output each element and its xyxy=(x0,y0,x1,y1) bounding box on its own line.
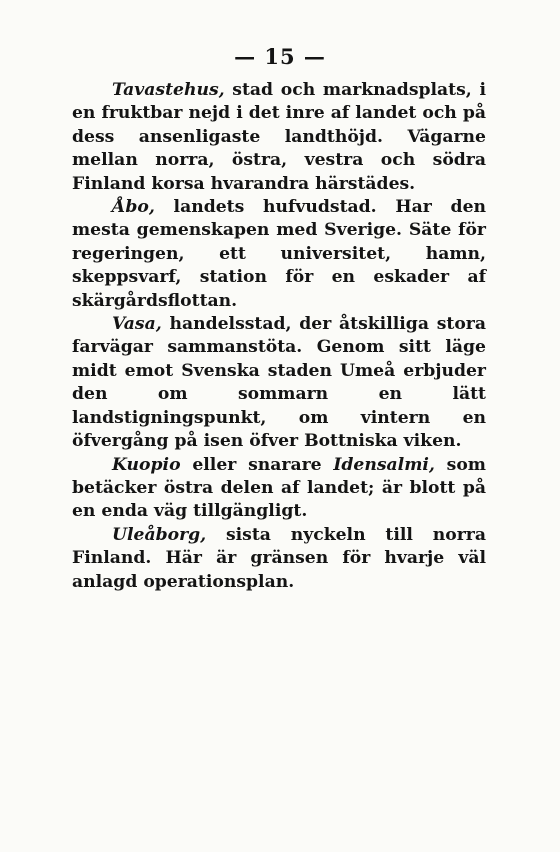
paragraph-text: sista nyckeln till norra Finland. Här är gränsen för hvarje väl anlagd operationsplan. xyxy=(72,524,486,592)
paragraph-text: landets hufvudstad. Har den mesta gemenskapen med Sverige. Säte för regeringen, ett universitet, hamn, skeppsvarf, station för en eskader af skärgårdsflottan. xyxy=(72,197,486,311)
paragraph-text: stad och marknadsplats, i en fruktbar nejd i det inre af landet och på dess ansenligaste landthöjd. Vägarne mellan norra, östra, vestra och södra Finland korsa hvarandra härstädes. xyxy=(72,80,486,194)
place-name: Kuopio xyxy=(112,454,181,475)
body-text xyxy=(72,79,486,594)
place-name: Uleåborg, xyxy=(112,524,207,545)
paragraph-text: eller snarare xyxy=(180,454,334,475)
paragraph-kuopio xyxy=(72,454,486,524)
place-name: Idensalmi, xyxy=(333,454,435,475)
place-name: Vasa, xyxy=(112,314,162,335)
paragraph-uleaborg xyxy=(72,524,486,594)
place-name: Tavastehus, xyxy=(112,80,225,100)
paragraph-abo xyxy=(72,196,486,313)
place-name: Åbo, xyxy=(112,197,155,218)
paragraph-vasa xyxy=(72,313,486,453)
page-number: — 15 — xyxy=(234,44,326,69)
paragraph-text: som betäcker östra delen af landet; är blott på en enda väg tillgängligt. xyxy=(72,454,486,522)
paragraph-tavastehus xyxy=(72,79,486,196)
paragraph-text: handelsstad, der åtskilliga stora farvägar sammanstöta. Genom sitt läge midt emot Svenska staden Umeå erbjuder den om sommarn en lätt landstigningspunkt, om vintern en öfvergång på isen öfver Bottniska viken. xyxy=(72,314,486,452)
